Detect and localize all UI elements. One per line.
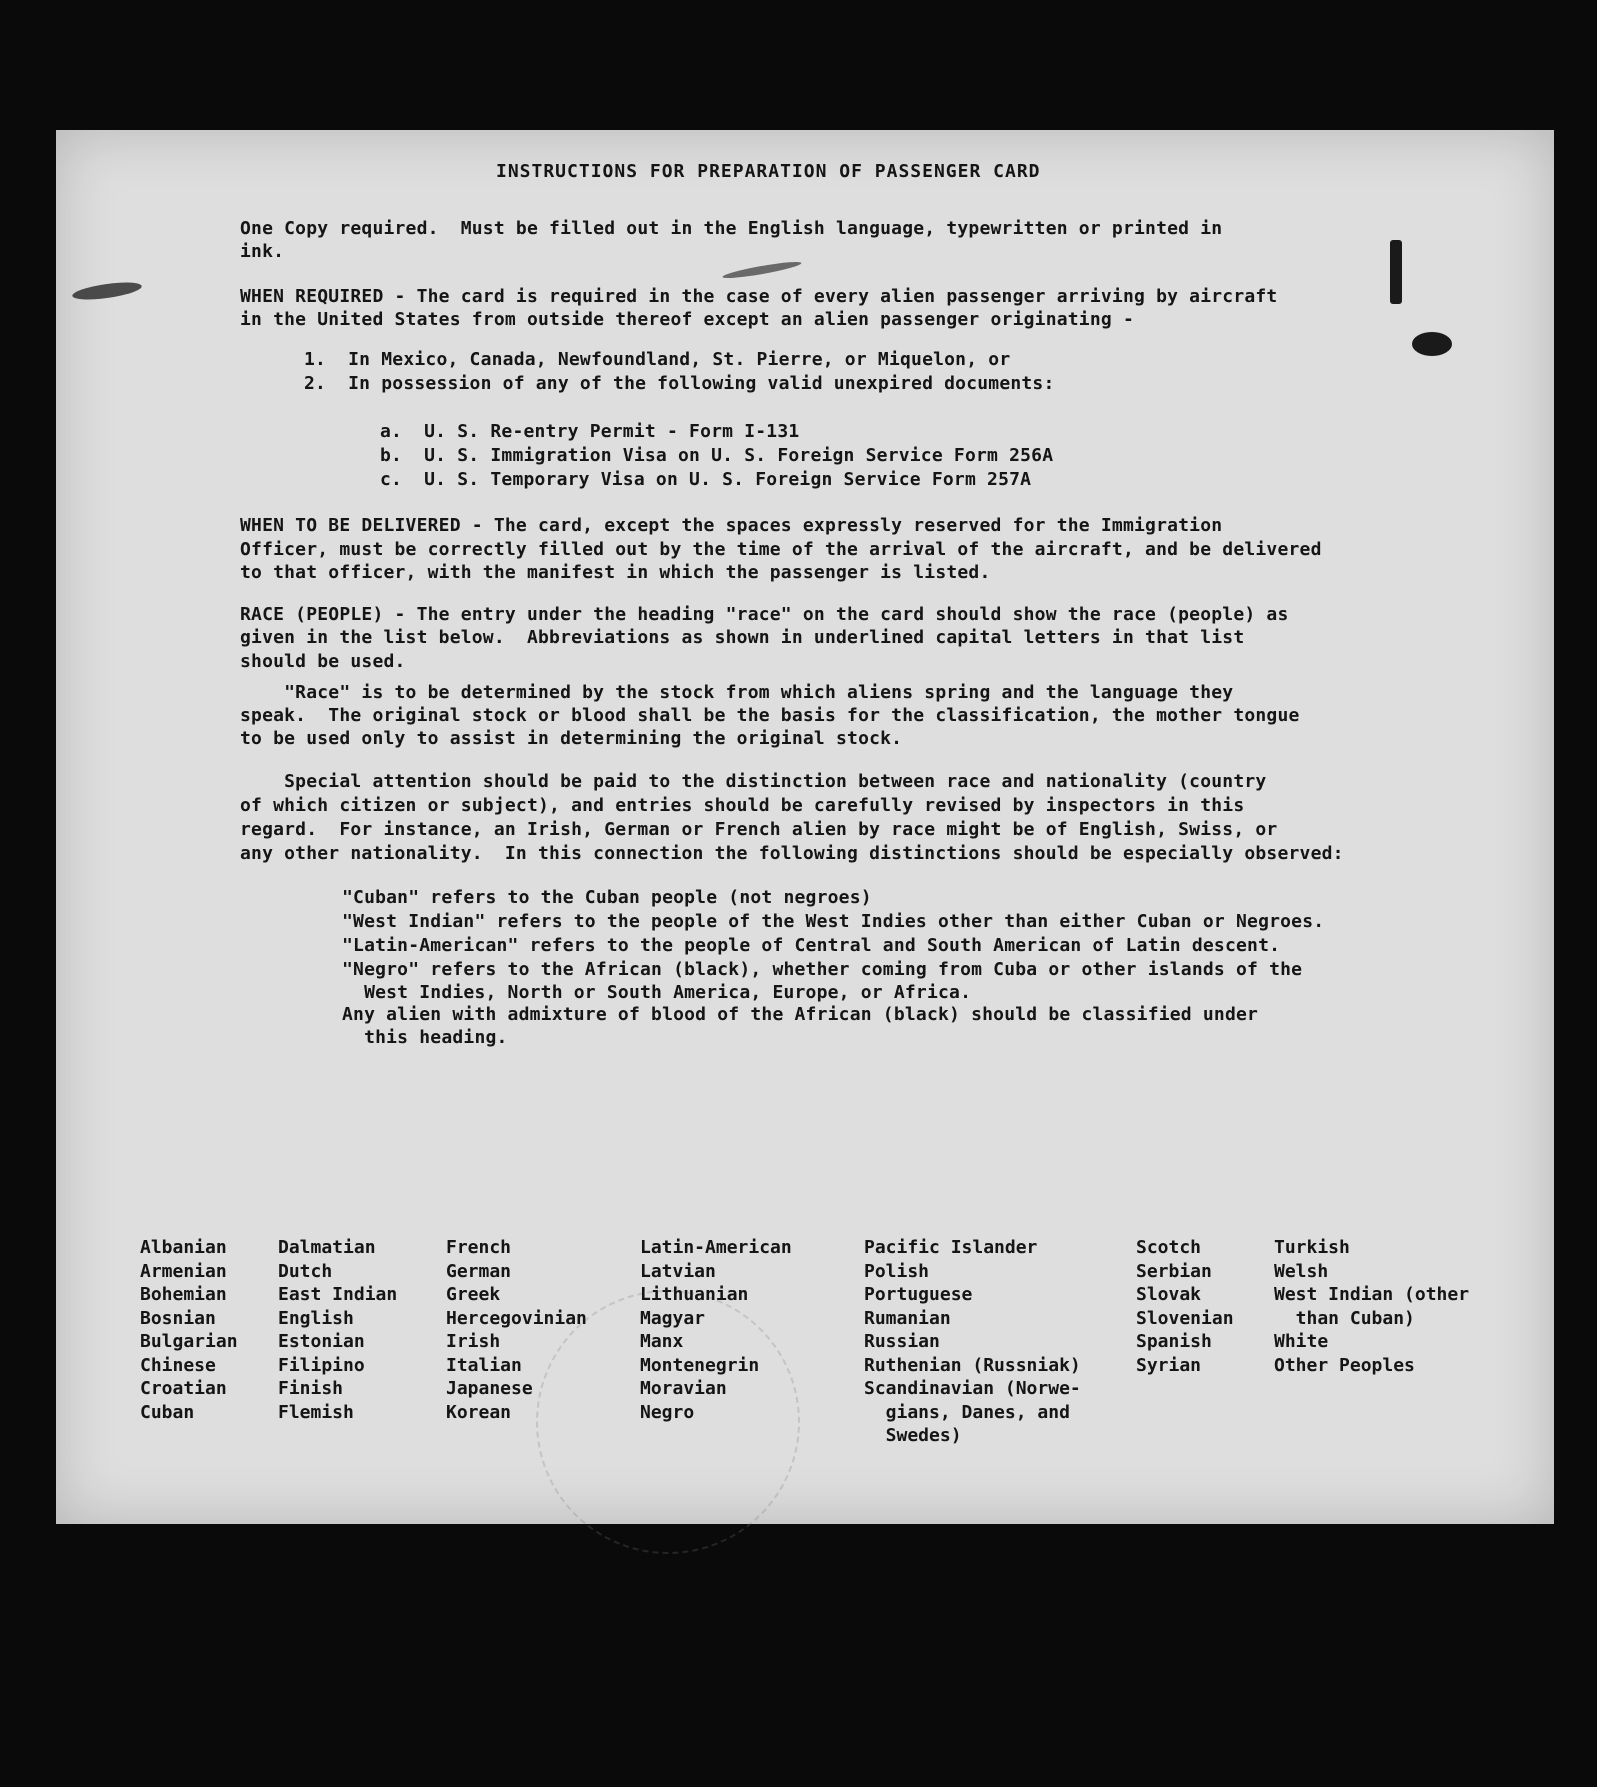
race-list-item: Negro — [640, 1401, 695, 1423]
race-list-item: French — [446, 1237, 512, 1258]
race-list-item: Spanish — [1136, 1331, 1212, 1352]
distinction-line: "Cuban" refers to the Cuban people (not negroes) — [342, 887, 872, 908]
special-attention-line: of which citizen or subject), and entries should be carefully revised by inspectors in this — [240, 795, 1245, 816]
when-required-line: WHEN REQUIRED - The card is required in the case of every alien passenger arriving by aircraft — [240, 286, 1278, 307]
race-list-item: Polish — [864, 1260, 930, 1282]
race-list-item: Ruthenian (Russniak) — [864, 1354, 1081, 1376]
race-list-item: gians, Danes, and — [864, 1401, 1070, 1423]
race-list-item: Pacific Islander — [864, 1237, 1038, 1258]
page-title: INSTRUCTIONS FOR PREPARATION OF PASSENGER CARD — [496, 161, 1041, 182]
race-people-line: given in the list below. Abbreviations as shown in underlined capital letters in that list — [240, 627, 1245, 648]
race-list-item: East Indian — [278, 1284, 398, 1305]
race-list-item: Estonian — [278, 1331, 365, 1352]
race-list-item: Magyar — [640, 1307, 706, 1329]
race-list-item: Greek — [446, 1284, 501, 1305]
race-list-item: Serbian — [1136, 1260, 1212, 1282]
race-list-item: Hercegovinian — [446, 1307, 587, 1329]
distinction-line: "Latin-American" refers to the people of Central and South American of Latin descent. — [342, 935, 1281, 956]
distinction-line: this heading. — [342, 1027, 508, 1048]
document-item: c. U. S. Temporary Visa on U. S. Foreign Service Form 257A — [380, 469, 1032, 490]
distinction-line: "West Indian" refers to the people of the West Indies other than either Cuban or Negroes. — [342, 911, 1325, 932]
race-list-item: Manx — [640, 1331, 684, 1352]
distinction-line: West Indies, North or South America, Europe, or Africa. — [342, 982, 972, 1003]
race-list-item: West Indian (other — [1274, 1284, 1470, 1305]
race-list-item: Filipino — [278, 1354, 365, 1376]
race-list-item: Korean — [446, 1401, 512, 1423]
race-list-item: Slovenian — [1136, 1307, 1234, 1329]
race-list-column — [1136, 1236, 1234, 1377]
race-list-item: Other Peoples — [1274, 1354, 1415, 1376]
race-list-item: Swedes) — [864, 1425, 962, 1446]
race-list-item: English — [278, 1307, 354, 1329]
exception-item: 1. In Mexico, Canada, Newfoundland, St. Pierre, or Miquelon, or — [304, 349, 1011, 370]
race-list-column — [1274, 1236, 1469, 1377]
race-people-line: should be used. — [240, 651, 406, 672]
distinction-line: Any alien with admixture of blood of the African (black) should be classified under — [342, 1004, 1259, 1025]
race-list-item: Turkish — [1274, 1237, 1350, 1258]
ink-smudge — [71, 279, 142, 303]
race-list-column — [446, 1236, 587, 1424]
special-attention-line: regard. For instance, an Irish, German or French alien by race might be of English, Swiss, or — [240, 819, 1278, 840]
race-list-item: Slovak — [1136, 1284, 1202, 1305]
document-item: b. U. S. Immigration Visa on U. S. Foreign Service Form 256A — [380, 445, 1054, 466]
race-determined-line: "Race" is to be determined by the stock from which aliens spring and the language they — [240, 682, 1234, 703]
ink-blot — [1412, 332, 1452, 356]
race-list-column — [640, 1236, 792, 1424]
race-list-item: Moravian — [640, 1378, 727, 1399]
race-list-item: Scotch — [1136, 1237, 1202, 1258]
ink-smudge — [722, 259, 802, 281]
race-list-item: Italian — [446, 1354, 522, 1376]
race-list-item: Bohemian — [140, 1284, 227, 1305]
race-list-item: Lithuanian — [640, 1284, 749, 1305]
race-determined-line: speak. The original stock or blood shall be the basis for the classification, the mother tongue — [240, 705, 1300, 726]
race-list-item: Croatian — [140, 1378, 227, 1399]
when-delivered-line: to that officer, with the manifest in which the passenger is listed. — [240, 562, 991, 583]
race-determined-line: to be used only to assist in determining the original stock. — [240, 728, 903, 749]
race-list-item: Welsh — [1274, 1260, 1329, 1282]
when-required-line: in the United States from outside thereof except an alien passenger originating - — [240, 309, 1134, 330]
race-list-column — [140, 1236, 238, 1424]
race-people-line: RACE (PEOPLE) - The entry under the heading "race" on the card should show the race (people) as — [240, 604, 1289, 625]
distinction-line: "Negro" refers to the African (black), whether coming from Cuba or other islands of the — [342, 959, 1303, 980]
race-list-item: Latvian — [640, 1260, 716, 1282]
race-list-item: Montenegrin — [640, 1354, 760, 1376]
race-list-item: Armenian — [140, 1260, 227, 1282]
race-list-item: Flemish — [278, 1401, 354, 1423]
intro-line: One Copy required. Must be filled out in the English language, typewritten or printed in — [240, 218, 1223, 239]
special-attention-line: Special attention should be paid to the distinction between race and nationality (country — [240, 771, 1267, 792]
race-list-item: Dutch — [278, 1260, 333, 1282]
when-delivered-line: Officer, must be correctly filled out by the time of the arrival of the aircraft, and be delivered — [240, 539, 1322, 560]
race-list-item: Irish — [446, 1331, 501, 1352]
when-delivered-line: WHEN TO BE DELIVERED - The card, except the spaces expressly reserved for the Immigration — [240, 515, 1223, 536]
race-list-item: Bulgarian — [140, 1331, 238, 1352]
ink-mark — [1390, 240, 1402, 304]
race-list-item: Dalmatian — [278, 1237, 376, 1258]
race-list-item: than Cuban) — [1274, 1307, 1415, 1329]
race-list-item: German — [446, 1260, 512, 1282]
race-list-item: Syrian — [1136, 1354, 1202, 1376]
document-item: a. U. S. Re-entry Permit - Form I-131 — [380, 421, 800, 442]
race-list-item: White — [1274, 1331, 1329, 1352]
race-list-item: Albanian — [140, 1237, 227, 1258]
document-page — [56, 130, 1554, 1524]
race-list-column — [278, 1236, 397, 1424]
race-list-item: Latin-American — [640, 1237, 792, 1258]
race-list-item: Scandinavian (Norwe- — [864, 1378, 1081, 1399]
race-list-item: Chinese — [140, 1354, 216, 1376]
race-list-item: Portuguese — [864, 1284, 973, 1305]
race-list-item: Finish — [278, 1378, 344, 1399]
race-list-item: Bosnian — [140, 1307, 216, 1329]
race-list-item: Japanese — [446, 1378, 533, 1399]
race-list-item: Russian — [864, 1331, 940, 1352]
race-list-column — [864, 1236, 1081, 1448]
race-list-item: Rumanian — [864, 1307, 951, 1329]
race-list-item: Cuban — [140, 1401, 195, 1423]
special-attention-line: any other nationality. In this connection the following distinctions should be especially observed: — [240, 843, 1344, 864]
exception-item: 2. In possession of any of the following valid unexpired documents: — [304, 373, 1055, 394]
intro-line: ink. — [240, 241, 285, 262]
